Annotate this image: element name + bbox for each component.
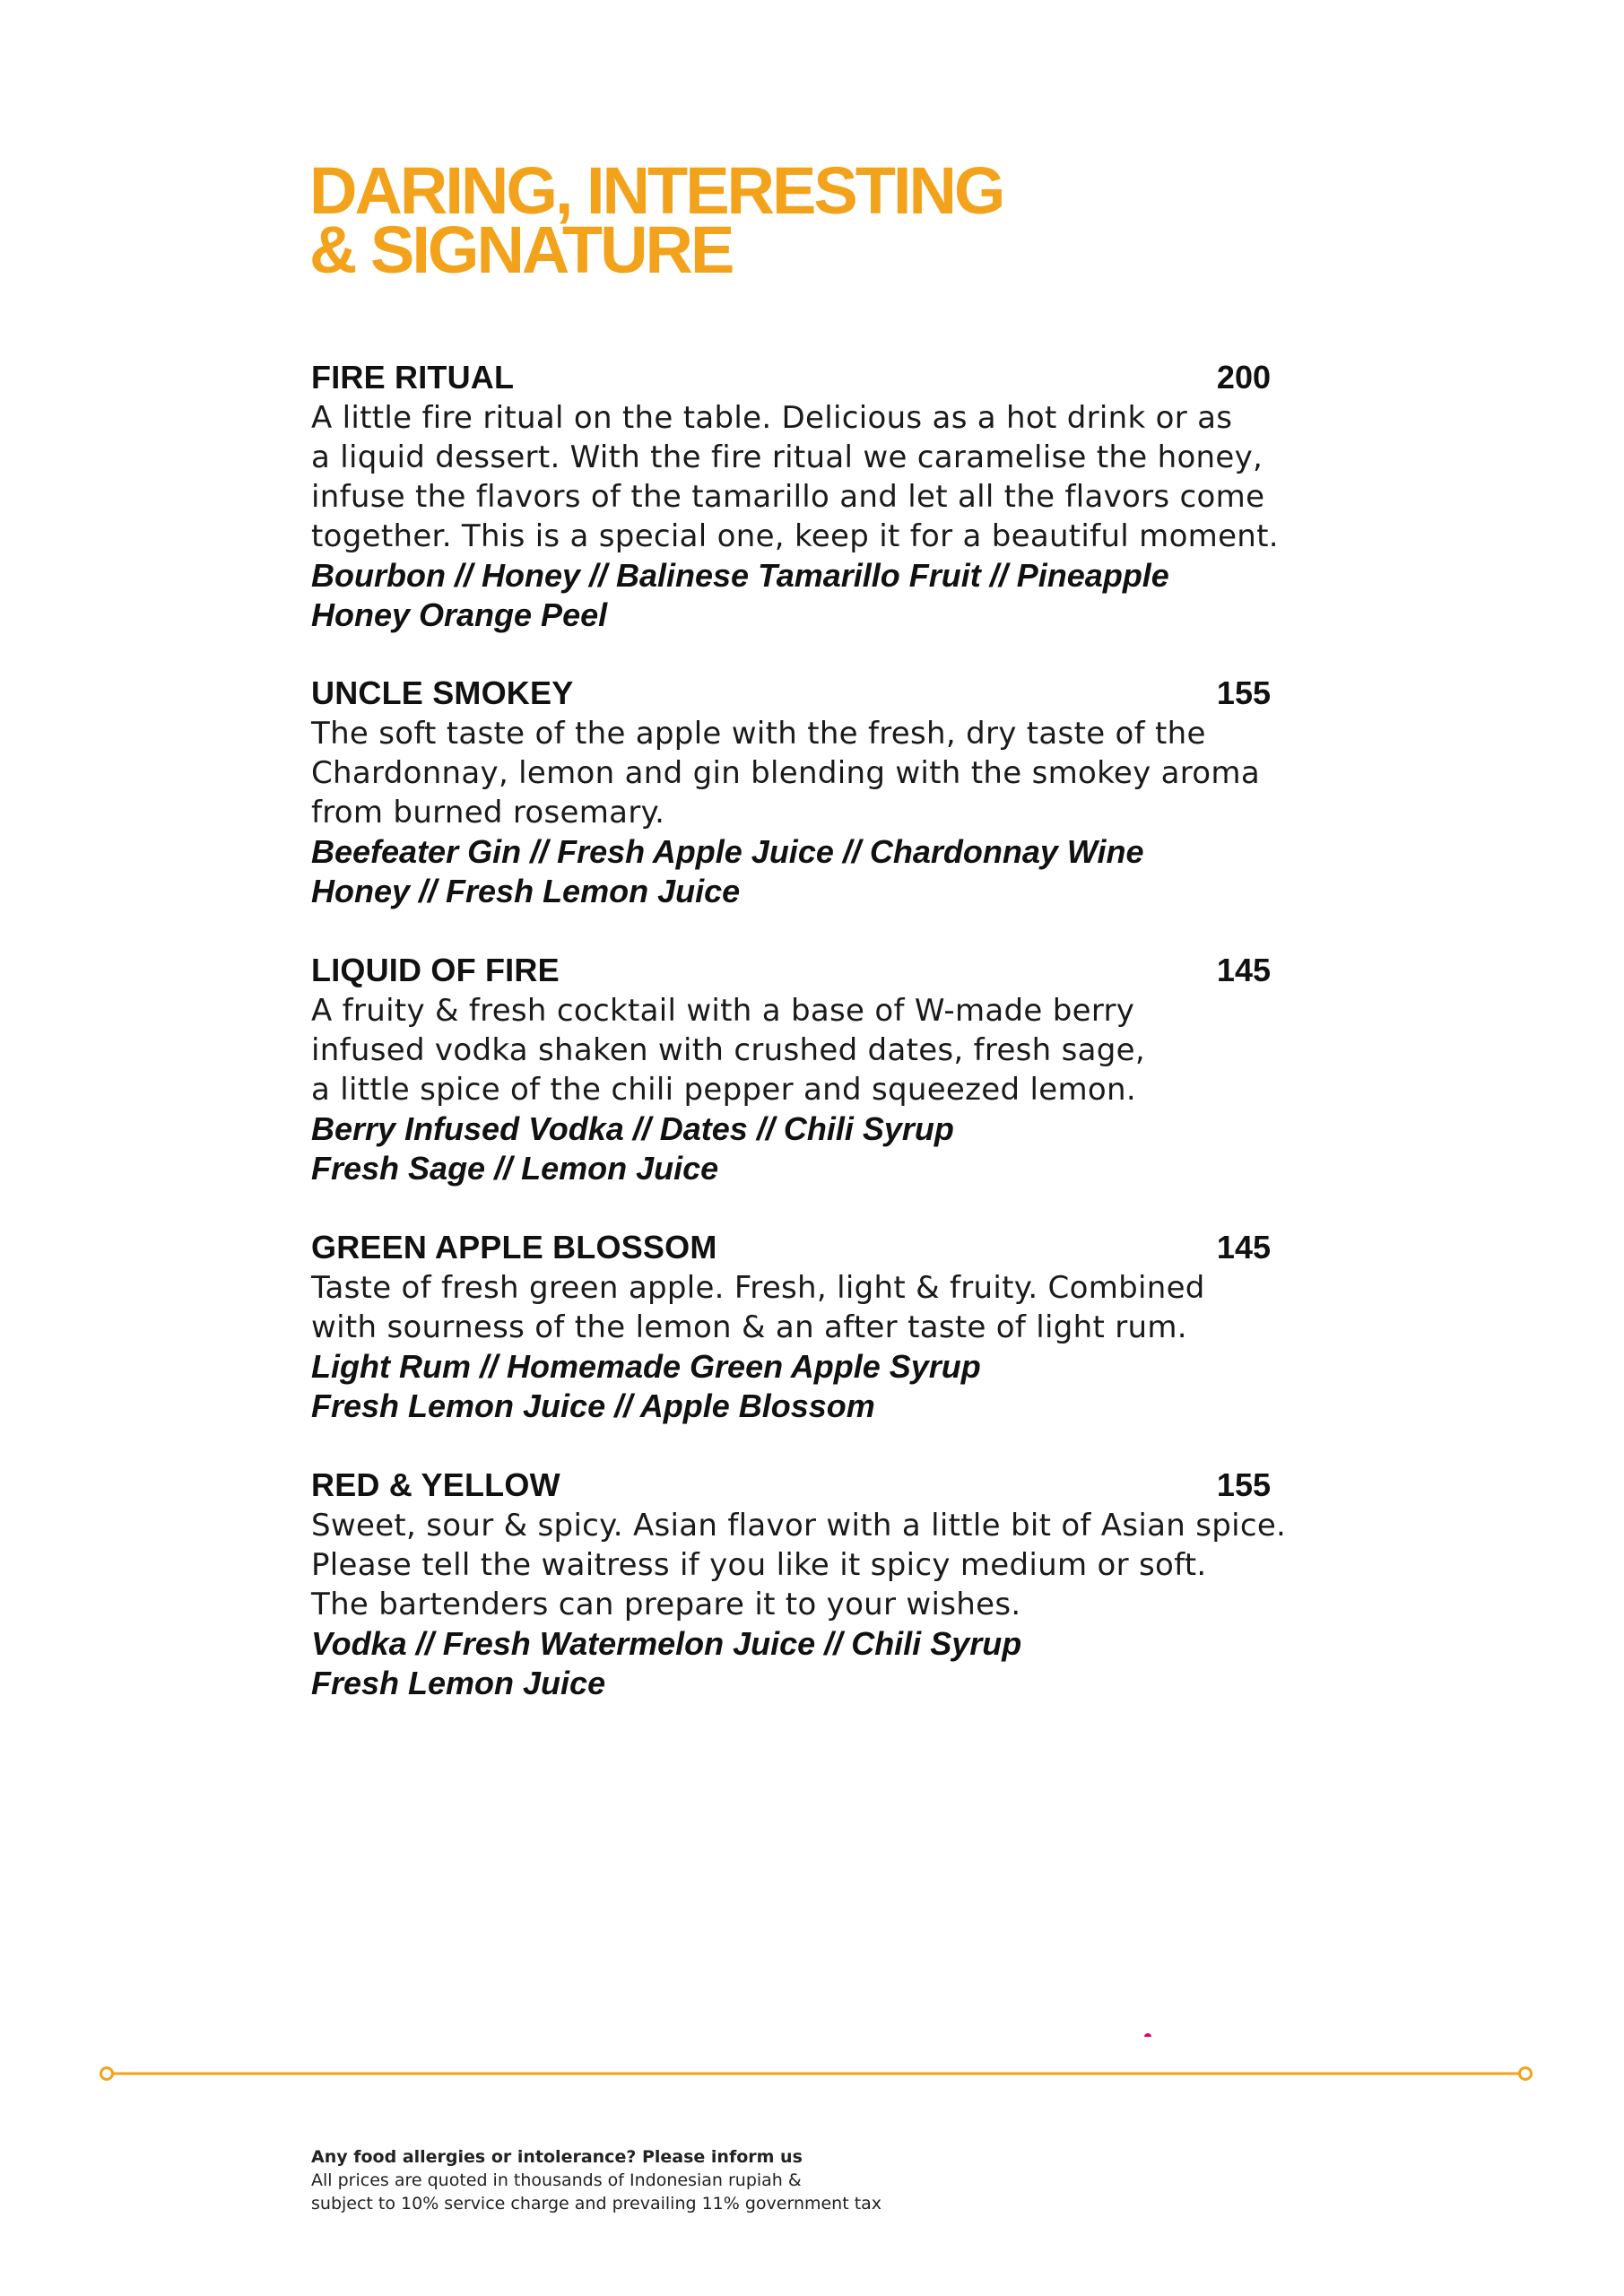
item-ingredients bbox=[311, 832, 1271, 911]
menu-item-fire-ritual bbox=[311, 357, 1279, 635]
ingredients-line: Fresh Lemon Juice bbox=[311, 1665, 606, 1701]
item-ingredients bbox=[311, 1347, 1271, 1426]
description-line: Chardonnay, lemon and gin blending with the smokey aroma bbox=[311, 755, 1260, 791]
item-description bbox=[311, 714, 1271, 832]
divider-end-circle-left bbox=[101, 2068, 113, 2080]
description-line: A fruity & fresh cocktail with a base of W-made berry bbox=[311, 993, 1135, 1029]
description-line: together. This is a special one, keep it for a beautiful moment. bbox=[311, 518, 1279, 554]
price-note-line: subject to 10% service charge and prevailing 11% government tax bbox=[311, 2194, 882, 2213]
page-title-line-1: DARING, INTERESTING bbox=[309, 153, 1003, 228]
item-description bbox=[311, 1506, 1287, 1624]
description-line: Taste of fresh green apple. Fresh, light & fruity. Combined bbox=[311, 1270, 1205, 1306]
ingredients-line: Fresh Lemon Juice // Apple Blossom bbox=[311, 1387, 875, 1424]
item-price: 155 bbox=[1216, 1466, 1271, 1503]
description-line: infused vodka shaken with crushed dates, fresh sage, bbox=[311, 1032, 1145, 1068]
item-name: RED & YELLOW bbox=[311, 1466, 560, 1503]
ingredients-line: Berry Infused Vodka // Dates // Chili Syrup bbox=[311, 1110, 954, 1147]
divider-end-circle-right bbox=[1520, 2068, 1532, 2080]
price-note-line: All prices are quoted in thousands of Indonesian rupiah & bbox=[311, 2170, 802, 2190]
item-name: LIQUID OF FIRE bbox=[311, 952, 560, 988]
ingredients-line: Beefeater Gin // Fresh Apple Juice // Chardonnay Wine bbox=[311, 833, 1144, 870]
description-line: with sourness of the lemon & an after taste of light rum. bbox=[311, 1309, 1187, 1345]
item-name: GREEN APPLE BLOSSOM bbox=[311, 1229, 717, 1265]
item-description bbox=[311, 1268, 1271, 1347]
description-line: The bartenders can prepare it to your wishes. bbox=[311, 1587, 1021, 1622]
item-ingredients bbox=[311, 1109, 1271, 1188]
item-description bbox=[311, 991, 1271, 1109]
item-ingredients bbox=[311, 556, 1271, 635]
decorative-dot bbox=[1144, 2033, 1151, 2037]
allergy-notice: Any food allergies or intolerance? Please inform us bbox=[311, 2147, 803, 2167]
menu-item-uncle-smokey bbox=[311, 673, 1271, 911]
description-line: The soft taste of the apple with the fresh, dry taste of the bbox=[311, 716, 1206, 752]
item-price: 145 bbox=[1216, 1229, 1271, 1265]
ingredients-line: Honey Orange Peel bbox=[311, 596, 608, 633]
menu-item-liquid-of-fire bbox=[311, 950, 1271, 1188]
ingredients-line: Bourbon // Honey // Balinese Tamarillo Fruit // Pineapple bbox=[311, 557, 1169, 594]
ingredients-line: Fresh Sage // Lemon Juice bbox=[311, 1150, 719, 1187]
menu-item-red-and-yellow bbox=[311, 1465, 1287, 1703]
item-price: 155 bbox=[1216, 674, 1271, 711]
footer-notes bbox=[311, 2145, 881, 2215]
ingredients-line: Honey // Fresh Lemon Juice bbox=[311, 873, 741, 909]
menu-item-green-apple-blossom bbox=[311, 1227, 1271, 1426]
item-price: 200 bbox=[1216, 359, 1271, 396]
description-line: from burned rosemary. bbox=[311, 795, 665, 831]
description-line: Sweet, sour & spicy. Asian flavor with a little bit of Asian spice. bbox=[311, 1508, 1287, 1544]
ingredients-line: Light Rum // Homemade Green Apple Syrup bbox=[311, 1348, 981, 1385]
item-price: 145 bbox=[1216, 952, 1271, 988]
ingredients-line: Vodka // Fresh Watermelon Juice // Chili Syrup bbox=[311, 1625, 1022, 1662]
page-title bbox=[309, 153, 1003, 287]
description-line: a liquid dessert. With the fire ritual we caramelise the honey, bbox=[311, 439, 1264, 475]
description-line: infuse the flavors of the tamarillo and let all the flavors come bbox=[311, 479, 1265, 515]
description-line: A little fire ritual on the table. Delicious as a hot drink or as bbox=[311, 400, 1233, 436]
item-name: UNCLE SMOKEY bbox=[311, 674, 574, 711]
description-line: Please tell the waitress if you like it spicy medium or soft. bbox=[311, 1547, 1207, 1583]
item-name: FIRE RITUAL bbox=[311, 359, 515, 396]
description-line: a little spice of the chili pepper and squeezed lemon. bbox=[311, 1072, 1136, 1108]
item-description bbox=[311, 398, 1279, 556]
item-ingredients bbox=[311, 1624, 1271, 1703]
footer-divider bbox=[99, 2065, 1533, 2083]
page-title-line-2: & SIGNATURE bbox=[309, 213, 733, 287]
